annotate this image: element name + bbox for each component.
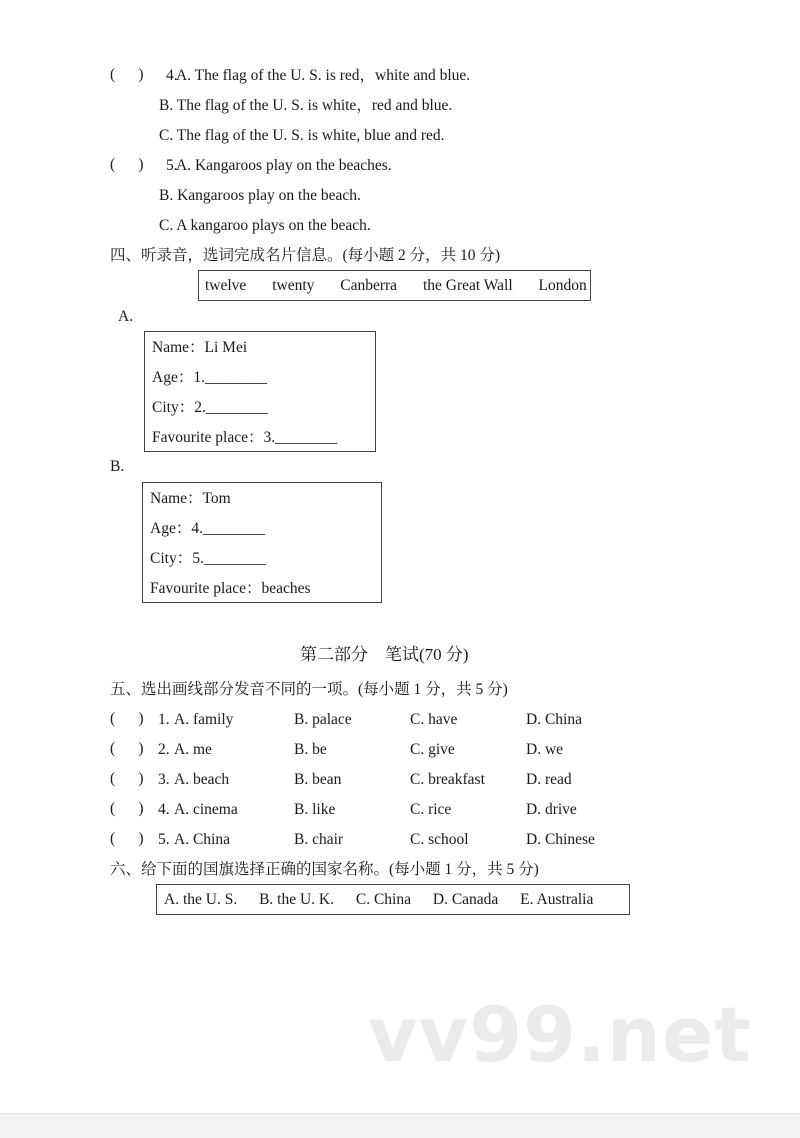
option-c: C. rice — [410, 801, 452, 818]
option-d: D. we — [526, 741, 564, 758]
option-b: B. The flag of the U. S. is white，red and blue. — [159, 97, 453, 114]
option-c: C. school — [410, 831, 469, 848]
country-option: B. the U. K. — [259, 891, 334, 908]
question-number: 4. — [166, 67, 178, 84]
card-label: A. — [118, 308, 134, 325]
name-card-a — [144, 331, 376, 452]
option-b: B. be — [294, 741, 327, 758]
option-b: B. palace — [294, 711, 352, 728]
option-d: D. China — [526, 711, 582, 728]
question-number: 5. — [166, 157, 178, 174]
card-name: Name：Tom — [150, 490, 231, 507]
answer-paren[interactable]: ( ) — [110, 800, 144, 817]
option-b: B. like — [294, 801, 336, 818]
option-d: D. drive — [526, 801, 577, 818]
question-number: 5. — [158, 831, 170, 848]
question-number: 3. — [158, 771, 170, 788]
section-title: 五、选出画线部分发音不同的一项。(每小题 1 分，共 5 分) — [110, 681, 508, 698]
card-favourite-place[interactable]: Favourite place：3.________ — [152, 429, 338, 446]
word-bank-item: twenty — [272, 277, 315, 294]
option-c: C. have — [410, 711, 458, 728]
section-title: 四、听录音，选词完成名片信息。(每小题 2 分，共 10 分) — [110, 247, 501, 264]
answer-paren[interactable]: ( ) — [110, 830, 144, 847]
card-name: Name：Li Mei — [152, 339, 248, 356]
question-number: 1. — [158, 711, 170, 728]
answer-paren[interactable]: ( ) — [110, 66, 144, 83]
part-two-title: 第二部分 笔试(70 分) — [300, 645, 469, 664]
answer-paren[interactable]: ( ) — [110, 770, 144, 787]
name-card-b — [142, 482, 382, 603]
watermark: vv99.net — [368, 990, 752, 1079]
answer-paren[interactable]: ( ) — [110, 156, 144, 173]
answer-paren[interactable]: ( ) — [110, 740, 144, 757]
country-option: A. the U. S. — [164, 891, 238, 908]
card-favourite-place: Favourite place：beaches — [150, 580, 311, 597]
option-a: A. China — [174, 831, 230, 848]
page-bottom-strip — [0, 1113, 800, 1138]
option-c: C. A kangaroo plays on the beach. — [159, 217, 371, 234]
country-option: D. Canada — [432, 891, 499, 908]
option-a: A. cinema — [174, 801, 238, 818]
option-a: A. Kangaroos play on the beaches. — [176, 157, 392, 174]
card-age[interactable]: Age：4.________ — [150, 520, 265, 537]
word-bank-item: twelve — [205, 277, 247, 294]
option-c: C. give — [410, 741, 455, 758]
option-d: D. Chinese — [526, 831, 595, 848]
option-a: A. The flag of the U. S. is red，white and blue. — [176, 67, 471, 84]
word-bank-item: the Great Wall — [422, 277, 513, 294]
card-city[interactable]: City：2.________ — [152, 399, 268, 416]
option-a: A. beach — [174, 771, 230, 788]
country-option: C. China — [355, 891, 411, 908]
card-age[interactable]: Age：1.________ — [152, 369, 267, 386]
option-b: B. bean — [294, 771, 342, 788]
question-number: 2. — [158, 741, 170, 758]
country-options-box — [156, 884, 630, 915]
option-a: A. me — [174, 741, 212, 758]
section-title: 六、给下面的国旗选择正确的国家名称。(每小题 1 分，共 5 分) — [110, 861, 539, 878]
option-a: A. family — [174, 711, 234, 728]
option-d: D. read — [526, 771, 572, 788]
option-b: B. Kangaroos play on the beach. — [159, 187, 361, 204]
word-bank-item: London — [538, 277, 587, 294]
card-label: B. — [110, 458, 125, 475]
word-bank — [198, 270, 591, 301]
word-bank-item: Canberra — [340, 277, 398, 294]
question-number: 4. — [158, 801, 170, 818]
option-c: C. The flag of the U. S. is white, blue and red. — [159, 127, 445, 144]
option-b: B. chair — [294, 831, 344, 848]
country-option: E. Australia — [520, 891, 594, 908]
option-c: C. breakfast — [410, 771, 485, 788]
card-city[interactable]: City：5.________ — [150, 550, 266, 567]
answer-paren[interactable]: ( ) — [110, 710, 144, 727]
